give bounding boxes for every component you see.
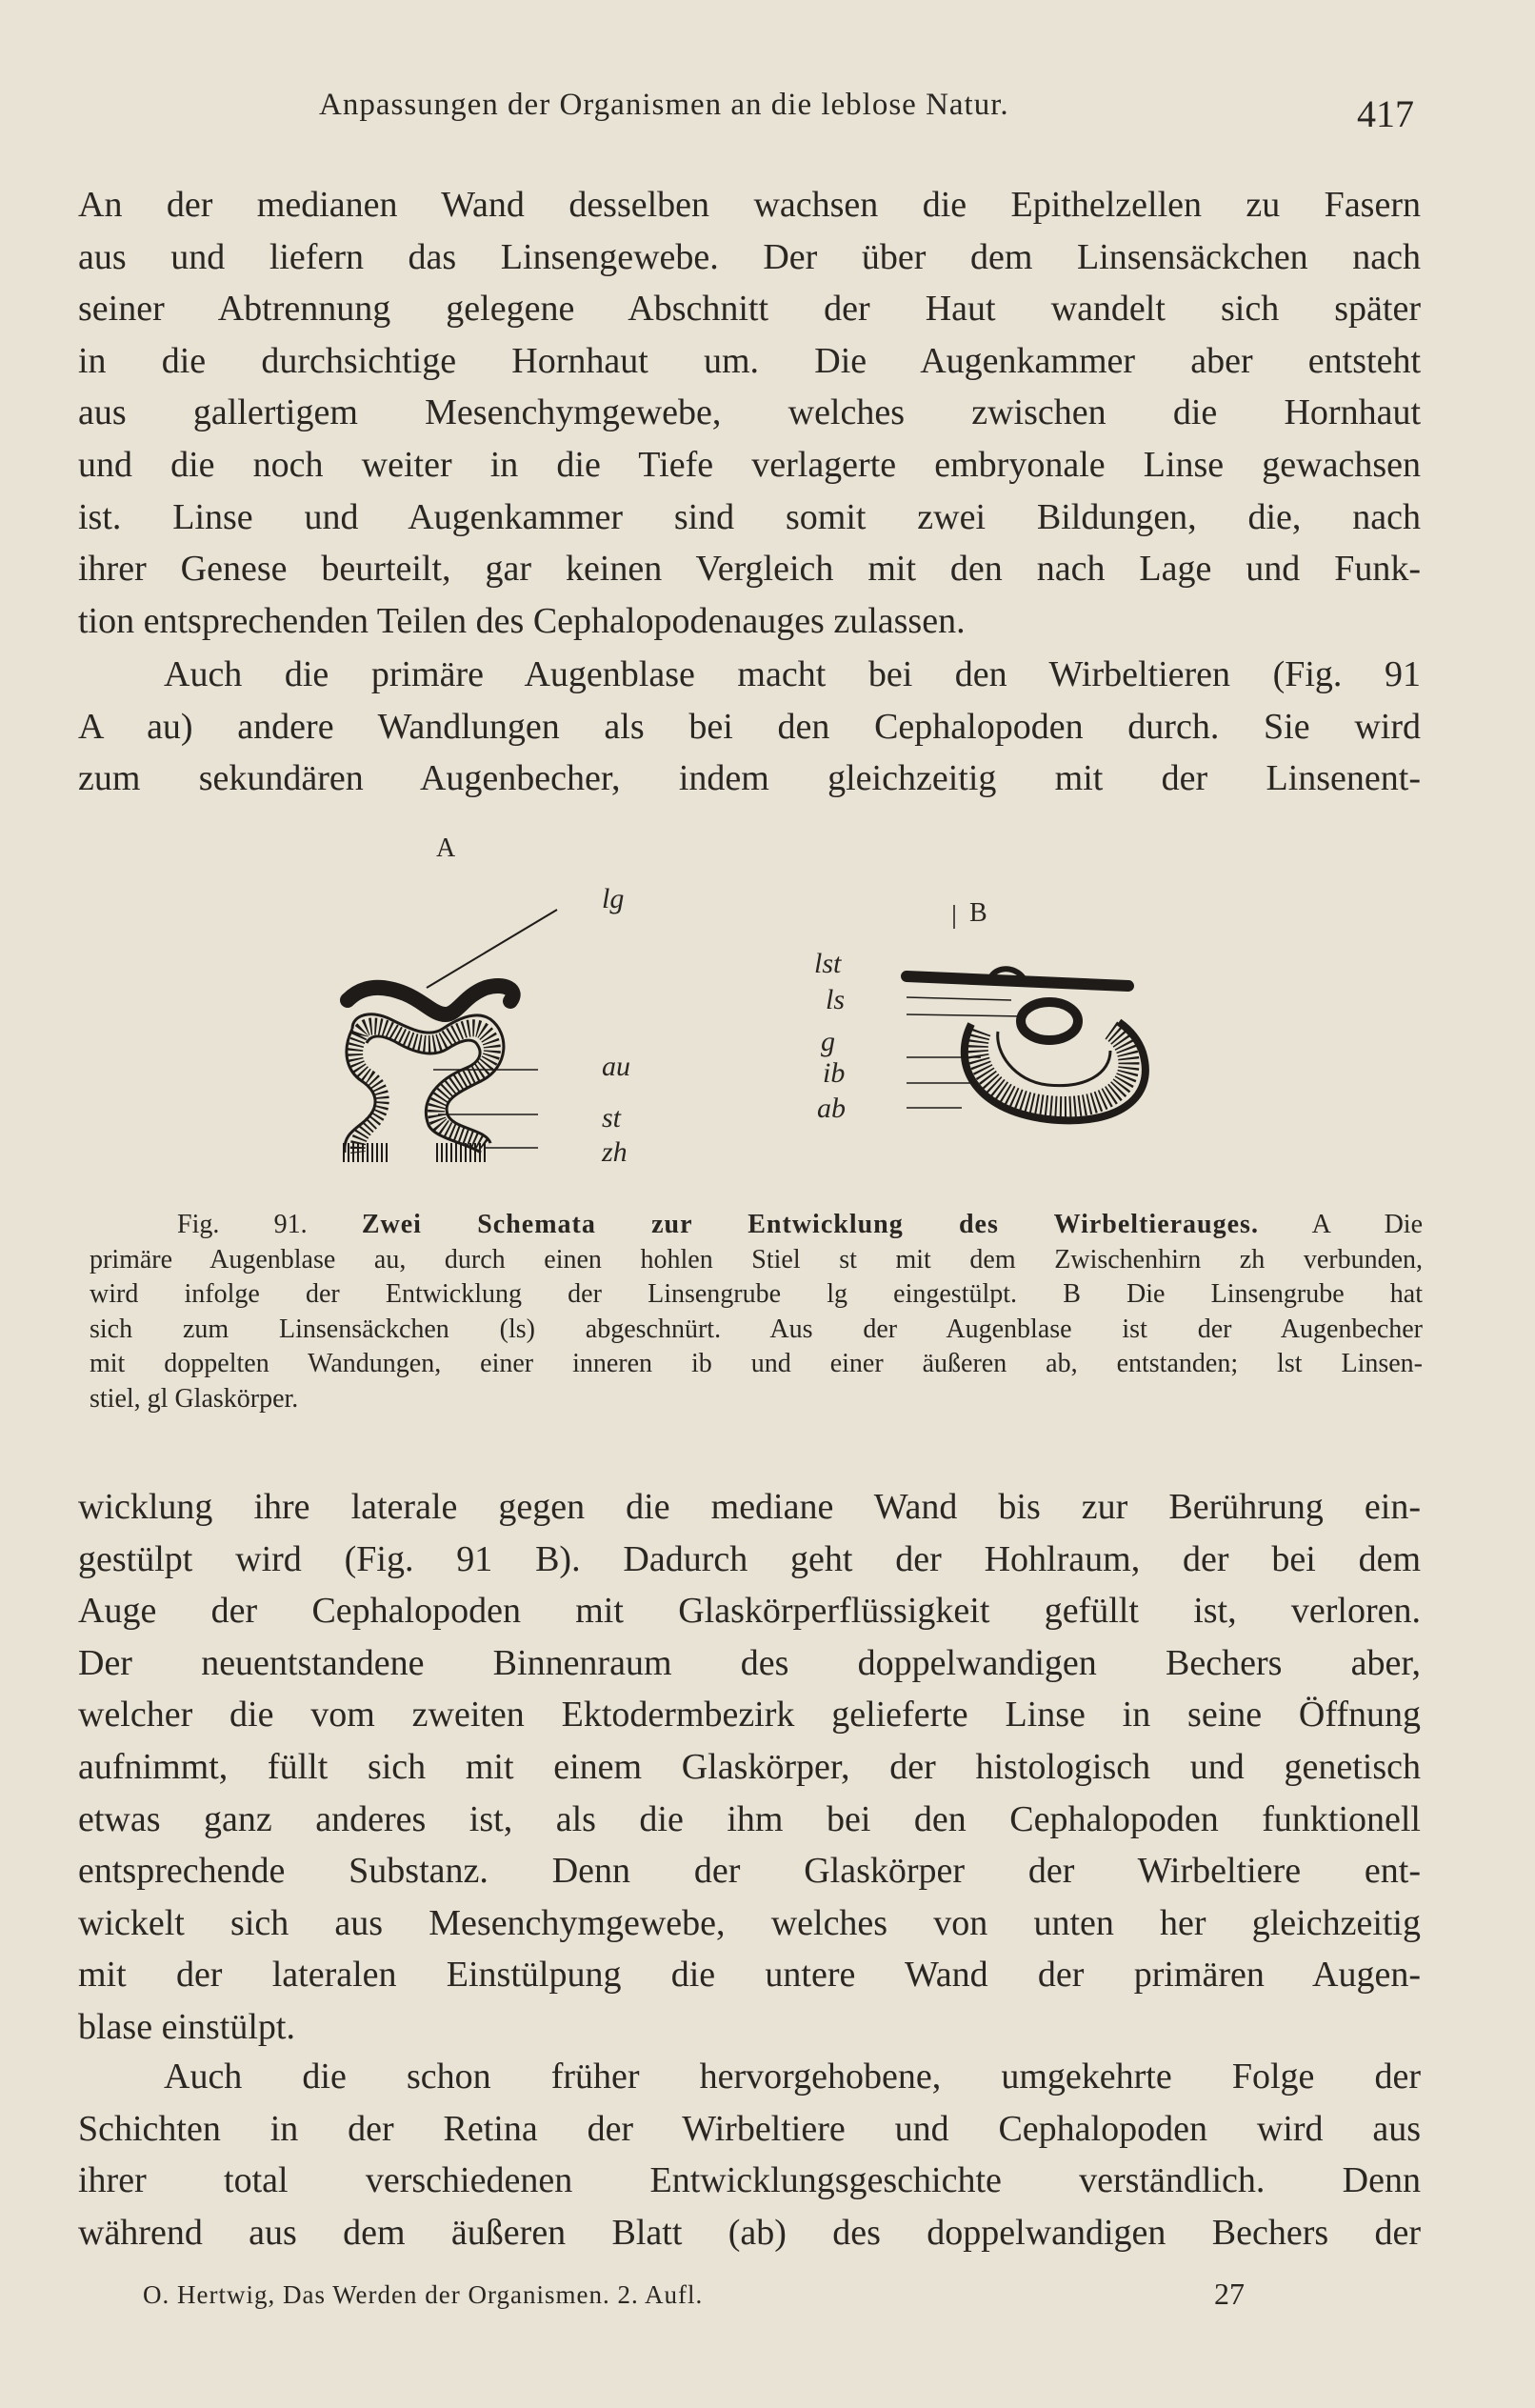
text-line: A au) andere Wandlungen als bei den Cephalopoden durch. Sie wird — [78, 706, 1421, 747]
text-line: wicklung ihre laterale gegen die mediane Wand bis zur Berührung ein- — [78, 1487, 1421, 1527]
text-line: tion entsprechenden Teilen des Cephalopodenauges zulassen. — [78, 600, 966, 641]
text-line: aus und liefern das Linsengewebe. Der über dem Linsensäckchen nach — [78, 236, 1421, 277]
page-header — [0, 88, 1535, 135]
caption-line: stiel, gl Glaskörper. — [90, 1383, 299, 1414]
panel-b-drawing — [907, 905, 1146, 1120]
text-line: Schichten in der Retina der Wirbeltiere und Cephalopoden wird aus — [78, 2108, 1421, 2149]
panel-b-letter: B — [969, 898, 987, 928]
caption-line: primäre Augenblase au, durch einen hohlen Stiel st mit dem Zwischenhirn zh verbunden, — [90, 1244, 1423, 1274]
paragraph-1 — [78, 179, 1421, 647]
panel-a-letter: A — [436, 833, 456, 863]
text-line: An der medianen Wand desselben wachsen die Epithelzellen zu Fasern — [78, 185, 1421, 225]
text-line: Auch die primäre Augenblase macht bei den Wirbeltieren (Fig. 91 — [164, 654, 1421, 694]
text-line: aufnimmt, füllt sich mit einem Glaskörper, der histologisch und genetisch — [78, 1746, 1421, 1787]
label-ib: ib — [823, 1057, 846, 1089]
text-line: und die noch weiter in die Tiefe verlagerte embryonale Linse gewachsen — [78, 444, 1421, 485]
caption-rest: A Die — [1258, 1210, 1423, 1239]
label-lg: lg — [602, 883, 625, 914]
page-number: 417 — [1357, 92, 1414, 135]
caption-line: mit doppelten Wandungen, einer inneren ib und einer äußeren ab, entstanden; lst Linsen- — [90, 1349, 1423, 1378]
label-au: au — [602, 1051, 630, 1082]
text-line: ihrer Genese beurteilt, gar keinen Vergleich mit den nach Lage und Funk- — [78, 549, 1421, 590]
text-line: zum sekundären Augenbecher, indem gleichzeitig mit der Linsenent- — [78, 758, 1421, 799]
caption-line: sich zum Linsensäckchen (ls) abgeschnürt. Aus der Augenblase ist der Augenbecher — [90, 1314, 1423, 1344]
footer-author-title: O. Hertwig, Das Werden der Organismen. 2. Aufl. — [143, 2280, 704, 2309]
text-line: Der neuentstandene Binnenraum des doppelwandigen Bechers aber, — [78, 1642, 1421, 1683]
text-line: ihrer total verschiedenen Entwicklungsgeschichte verständlich. Denn — [78, 2160, 1421, 2201]
figure-91 — [324, 824, 1181, 1186]
text-line: etwas ganz anderes ist, als die ihm bei den Cephalopoden funktionell — [78, 1798, 1421, 1839]
text-line: aus gallertigem Mesenchymgewebe, welches zwischen die Hornhaut — [78, 392, 1421, 433]
label-zh: zh — [602, 1136, 628, 1168]
signature-mark: 27 — [1214, 2277, 1245, 2311]
text-line: blase einstülpt. — [78, 2006, 295, 2047]
caption-line: wird infolge der Entwicklung der Linsengrube lg eingestülpt. B Die Linsengrube hat — [90, 1279, 1423, 1309]
text-line: mit der lateralen Einstülpung die untere Wand der primären Augen- — [78, 1955, 1421, 1996]
label-lst: lst — [814, 948, 842, 979]
label-ls: ls — [826, 984, 846, 1015]
paragraph-4 — [78, 2051, 1421, 2258]
label-st: st — [602, 1102, 622, 1134]
text-line: entsprechende Substanz. Denn der Glaskörper der Wirbeltiere ent- — [78, 1851, 1421, 1892]
label-ab: ab — [817, 1093, 846, 1124]
eye-development-diagram — [324, 824, 1181, 1186]
text-line: seiner Abtrennung gelegene Abschnitt der Haut wandelt sich später — [78, 289, 1421, 330]
running-title: Anpassungen der Organismen an die leblose Natur. — [319, 88, 1009, 122]
panel-a-drawing — [343, 910, 557, 1153]
figure-caption — [90, 1208, 1423, 1416]
label-g: g — [821, 1026, 835, 1057]
text-line: gestülpt wird (Fig. 91 B). Dadurch geht der Hohlraum, der bei dem — [78, 1538, 1421, 1579]
text-line: wickelt sich aus Mesenchymgewebe, welches von unten her gleichzeitig — [78, 1902, 1421, 1943]
text-line: in die durchsichtige Hornhaut um. Die Augenkammer aber entsteht — [78, 340, 1421, 381]
text-line: Auge der Cephalopoden mit Glaskörperflüssigkeit gefüllt ist, verloren. — [78, 1591, 1421, 1632]
page-footer — [143, 2277, 1381, 2315]
caption-line — [90, 1208, 1423, 1243]
caption-title: Zwei Schemata zur Entwicklung des Wirbeltierauges. — [361, 1210, 1259, 1239]
paragraph-2 — [78, 649, 1421, 805]
text-line: Auch die schon früher hervorgehobene, umgekehrte Folge der — [164, 2057, 1421, 2097]
caption-fig-number: Fig. 91. — [177, 1210, 362, 1239]
text-line: ist. Linse und Augenkammer sind somit zwei Bildungen, die, nach — [78, 496, 1421, 537]
text-line: welcher die vom zweiten Ektodermbezirk gelieferte Linse in seine Öffnung — [78, 1695, 1421, 1736]
text-line: während aus dem äußeren Blatt (ab) des doppelwandigen Bechers der — [78, 2212, 1421, 2253]
paragraph-3 — [78, 1481, 1421, 2054]
